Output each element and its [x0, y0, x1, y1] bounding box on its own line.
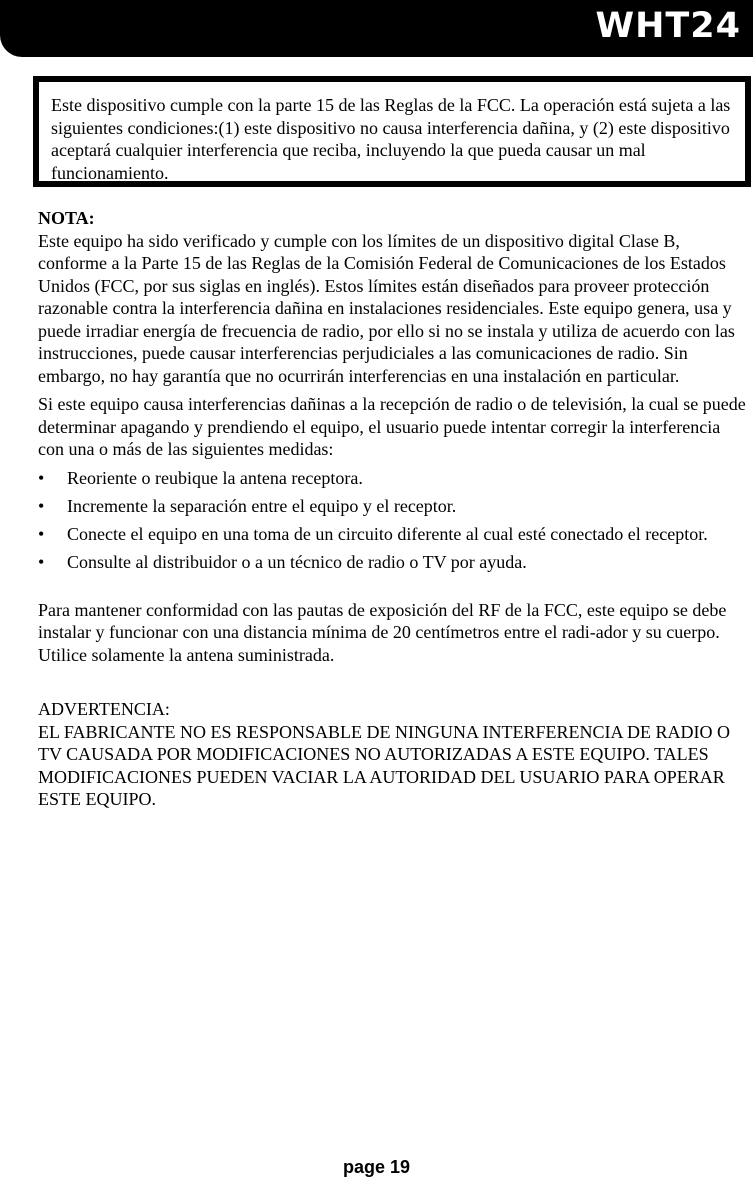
fcc-notice-box: [33, 76, 751, 187]
nota-body: Este equipo ha sido verificado y cumple con los límites de un dispositivo digital Clase B, conforme a la Parte 15 de las Reglas de la Comisión Federal de Comunicaciones de los Estados Unidos (FCC, por sus siglas en inglés). Estos límites están diseñados para proveer protección razonable contra la interferencia dañina en instalaciones residenciales. Este equipo genera, usa y puede irradiar energía de frecuencia de radio, por ello si no se instala y utiliza de acuerdo con las instrucciones, puede causar interferencias perjudiciales a las comunicaciones de radio. Sin embargo, no hay garantía que no ocurrirán interferencias en una instalación en particular.: [38, 230, 735, 386]
main-content: [38, 207, 748, 811]
model-title: WHT24: [595, 6, 741, 46]
header-bar: [0, 0, 753, 57]
rf-exposure-text: Para mantener conformidad con las pautas de exposición del RF de la FCC, este equipo se debe instalar y funcionar con una distancia mínima de 20 centímetros entre el radi-ador y su cuerpo. Utilice solamente la antena suministrada.: [38, 599, 727, 665]
page-number: page 19: [342, 1157, 411, 1177]
fcc-notice-text: Este dispositivo cumple con la parte 15 de las Reglas de la FCC. La operación está sujeta a las siguientes condiciones:(1) este dispositivo no causa interferencia dañina, y (2) este dispositivo aceptará cualquier interferencia que reciba, incluyendo la que pueda causar un mal funcionamiento.: [51, 95, 731, 183]
measures-list: [38, 465, 748, 575]
list-item: • Conecte el equipo en una toma de un circuito diferente al cual esté conectado el receptor.: [38, 521, 748, 547]
list-item: • Incremente la separación entre el equipo y el receptor.: [38, 493, 748, 519]
warning-heading: ADVERTENCIA:: [38, 699, 170, 719]
nota-heading: NOTA:: [38, 208, 95, 228]
list-item: • Reoriente o reubique la antena receptora.: [38, 465, 748, 491]
warning-body: EL FABRICANTE NO ES RESPONSABLE DE NINGUNA INTERFERENCIA DE RADIO O TV CAUSADA POR MODIFICACIONES NO AUTORIZADAS A ESTE EQUIPO. TALES MODIFICACIONES PUEDEN VACIAR LA AUTORIDAD DEL USUARIO PARA OPERAR ESTE EQUIPO.: [38, 721, 731, 809]
interference-intro: Si este equipo causa interferencias dañinas a la recepción de radio o de televisión, la cual se puede determinar apagando y prendiendo el equipo, el usuario puede intentar corregir la interferencia con una o más de las siguientes medidas:: [38, 394, 746, 459]
list-item: • Consulte al distribuidor o a un técnico de radio o TV por ayuda.: [38, 549, 748, 575]
